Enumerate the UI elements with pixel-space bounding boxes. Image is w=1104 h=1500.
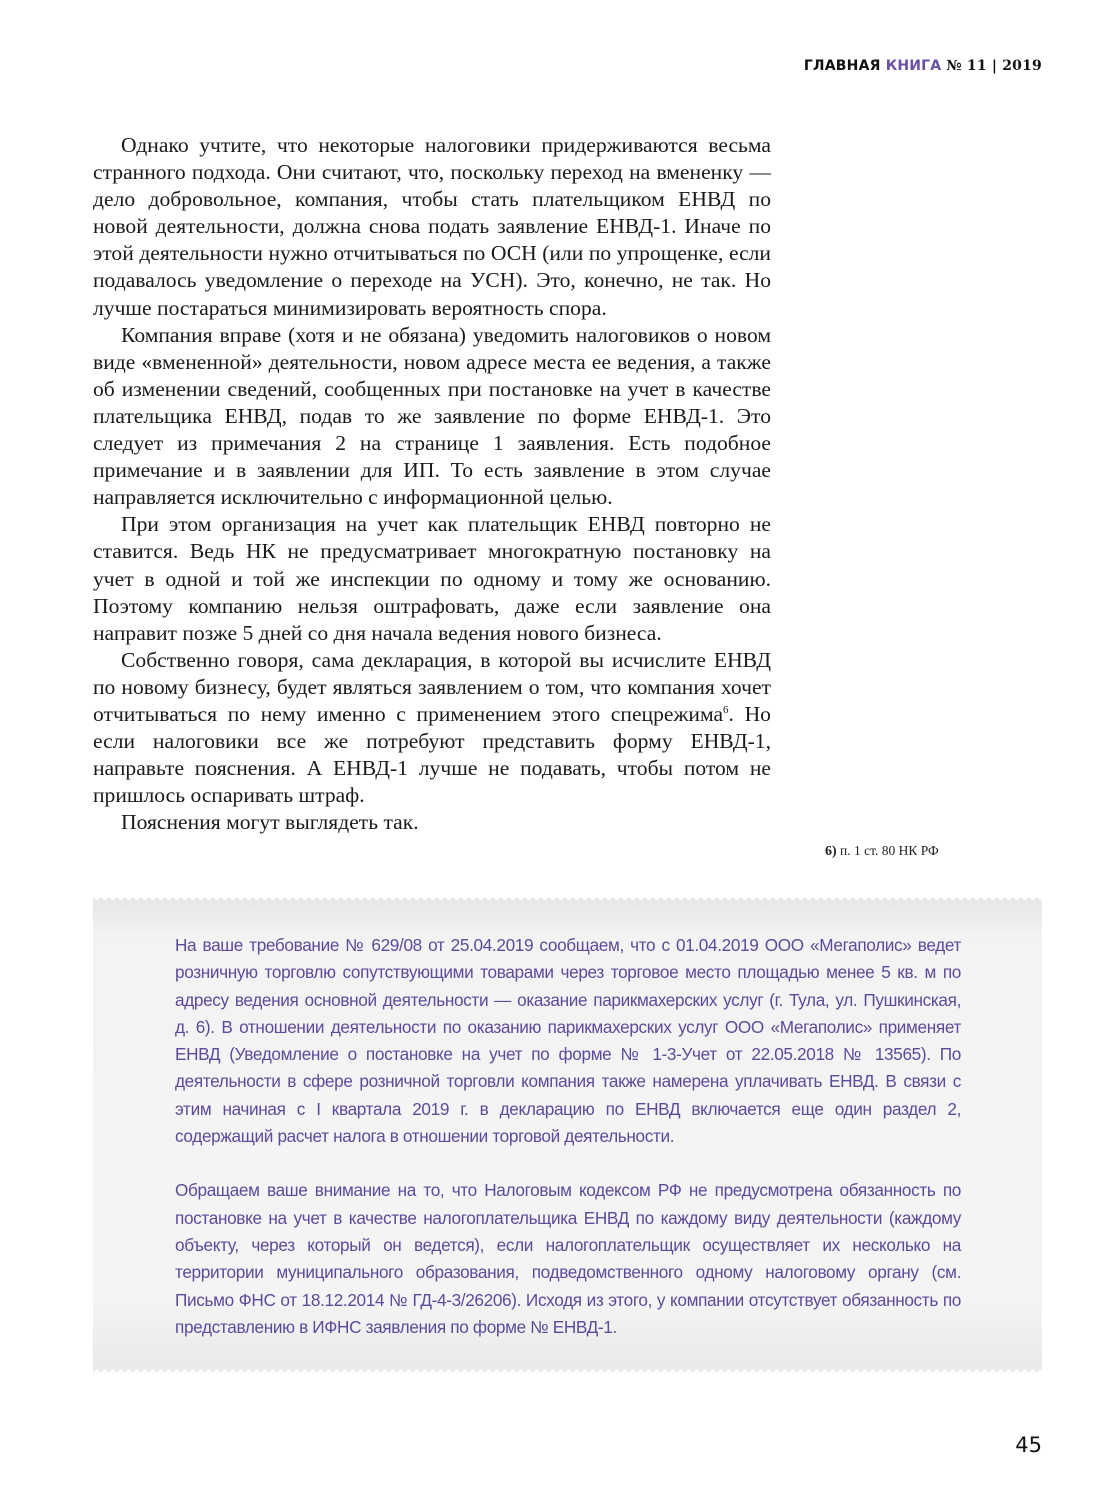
sidenote [825, 843, 939, 860]
magazine-title-part1: ГЛАВНАЯ [803, 58, 881, 74]
magazine-title-part2: КНИГА [885, 58, 942, 74]
sample-letter-text [175, 932, 961, 1341]
paragraph-text: . Но если налоговики все же потребуют представить форму ЕНВД-1, направьте пояснения. А ЕНВД-1 лучше не подавать, чтобы потом не пришлось оспаривать штраф. [93, 701, 771, 808]
article-paragraph: Пояснения могут выглядеть так. [121, 810, 419, 835]
sample-letter-paragraph: На ваше требование № 629/08 от 25.04.2019 сообщаем, что с 01.04.2019 ООО «Мегаполис» ведет розничную торговлю сопутствующими товарами через торговое место площадью менее 5 кв. м по адресу ведения основной деятельности — оказание парикмахерских услуг (г. Тула, ул. Пушкинская, д. 6). В отношении деятельности по оказанию парикмахерских услуг ООО «Мегаполис» применяет ЕНВД (Уведомление о постановке на учет по форме № 1-3-Учет от 22.05.2018 № 13565). По деятельности в сфере розничной торговли компания также намерена уплачивать ЕНВД. В связи с этим начиная с I квартала 2019 г. в декларацию по ЕНВД включается еще один раздел 2, содержащий расчет налога в отношении торговой деятельности. [175, 935, 961, 1147]
paragraph-text: Собственно говоря, сама декларация, в которой вы исчислите ЕНВД по новому бизнесу, будет являться заявлением о том, что компания хочет отчитываться по нему именно с применением этого спецрежима [93, 647, 771, 726]
article-paragraph: Компания вправе (хотя и не обязана) уведомить налоговиков о новом виде «вмененной» деятельности, новом адресе места ее ведения, а также об изменении сведений, сообщенных при постановке на учет в качестве плательщика ЕНВД, подав то же заявление по форме ЕНВД-1. Это следует из примечания 2 на странице 1 заявления. Есть подобное примечание и в заявлении для ИП. То есть заявление в этом случае направляется исключительно с информационной целью. [93, 322, 771, 510]
article-paragraph [93, 647, 771, 810]
footnote-reference[interactable]: 6 [723, 703, 729, 716]
sample-letter-box [93, 898, 1042, 1372]
issue-number: № 11 | 2019 [946, 58, 1042, 74]
article-body [93, 132, 771, 836]
sample-letter-paragraph: Обращаем ваше внимание на то, что Налоговым кодексом РФ не предусмотрена обязанность по постановке на учет в качестве налогоплательщика ЕНВД по каждому виду деятельности (каждому объекту, через который он ведется), если налогоплательщик осуществляет их несколько на территории муниципального образования, подведомственного одному налоговому органу (см. Письмо ФНС от 18.12.2014 № ГД-4-3/26206). Исходя из этого, у компании отсутствует обязанность по представлению в ИФНС заявления по форме № ЕНВД-1. [175, 1180, 961, 1337]
article-paragraph: Однако учтите, что некоторые налоговики придерживаются весьма странного подхода. Они считают, что, поскольку переход на вмененку — дело добровольное, компания, чтобы стать плательщиком ЕНВД по новой деятельности, должна снова подать заявление ЕНВД-1. Иначе по этой деятельности нужно отчитываться по ОСН (или по упрощенке, если подавалось уведомление о переходе на УСН). Это, конечно, не так. Но лучше постараться минимизировать вероятность спора. [93, 133, 771, 320]
footnote-text: п. 1 ст. 80 НК РФ [840, 843, 939, 858]
page-number: 45 [1015, 1433, 1042, 1457]
article-paragraph: При этом организация на учет как плательщик ЕНВД повторно не ставится. Ведь НК не предусматривает многократную постановку на учет в одной и той же инспекции по одному и тому же основанию. Поэтому компанию нельзя оштрафовать, даже если заявление она направит позже 5 дней со дня начала ведения нового бизнеса. [93, 512, 771, 645]
running-header [804, 58, 1042, 74]
footnote-marker: 6) [825, 844, 837, 859]
